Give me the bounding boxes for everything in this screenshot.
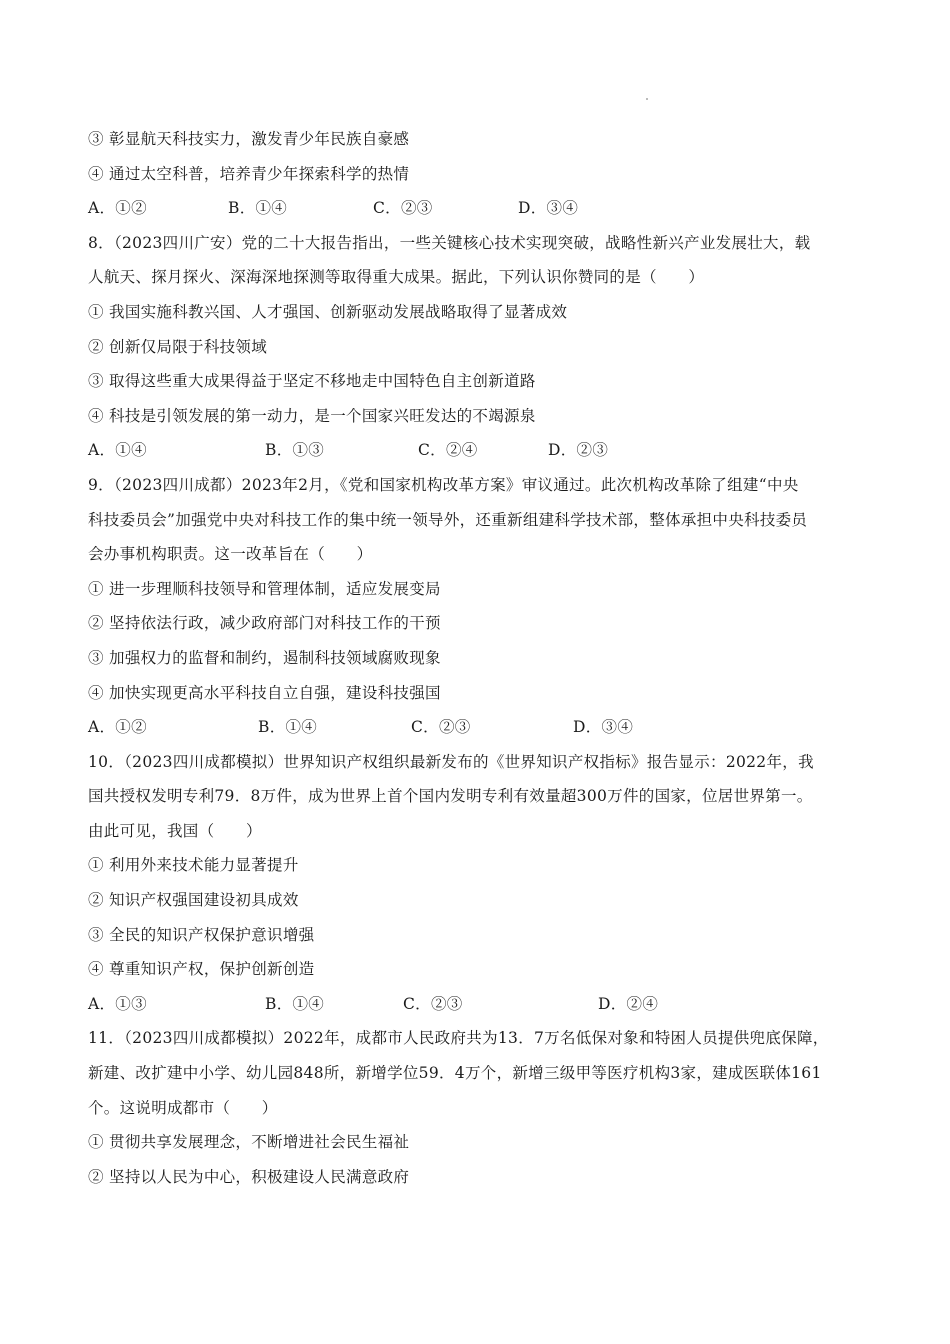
q9-item-2: ② 坚持依法行政，减少政府部门对科技工作的干预 <box>88 614 441 633</box>
q9-stem-line-1: 9．（2023四川成都）2023年2月，《党和国家机构改革方案》审议通过。此次机构改革除了组建“中央 <box>88 475 799 494</box>
q10-stem-line-1: 10．（2023四川成都模拟）世界知识产权组织最新发布的《世界知识产权指标》报告显示：2022年，我 <box>88 752 814 771</box>
q10-option-d: D．②④ <box>598 994 659 1013</box>
q7-option-c: C．②③ <box>373 199 433 218</box>
q9-option-d: D．③④ <box>573 718 634 737</box>
q10-option-b: B．①④ <box>265 994 325 1013</box>
q8-stem-line-1: 8．（2023四川广安）党的二十大报告指出，一些关键核心技术实现突破，战略性新兴产业发展壮大，载 <box>88 233 811 252</box>
q10-options <box>88 987 868 1022</box>
q10-item-3: ③ 全民的知识产权保护意识增强 <box>88 925 315 944</box>
q9-stem-line-3: 会办事机构职责。这一改革旨在（ ） <box>88 545 373 564</box>
q10-stem-line-2: 国共授权发明专利79．8万件，成为世界上首个国内发明专利有效量超300万件的国家，位居世界第一。 <box>88 787 813 806</box>
q8-option-d: D．②③ <box>548 441 609 460</box>
q10-item-2: ② 知识产权强国建设初具成效 <box>88 891 299 910</box>
q7-item-3: ③ 彰显航天科技实力，激发青少年民族自豪感 <box>88 130 410 148</box>
q11-item-2: ② 坚持以人民为中心，积极建设人民满意政府 <box>88 1167 410 1186</box>
q11-stem-line-3: 个。这说明成都市（ ） <box>88 1098 278 1117</box>
q9-item-1: ① 进一步理顺科技领导和管理体制，适应发展变局 <box>88 579 441 598</box>
q9-option-b: B．①④ <box>258 718 318 737</box>
q9-option-a: A．①② <box>88 718 147 737</box>
q7-option-b: B．①④ <box>228 199 288 218</box>
q9-option-c: C．②③ <box>411 718 471 737</box>
q10-option-a: A．①③ <box>88 994 147 1013</box>
q11-item-1: ① 贯彻共享发展理念，不断增进社会民生福祉 <box>88 1133 410 1152</box>
q9-options <box>88 710 868 745</box>
q7-option-d: D．③④ <box>518 199 579 218</box>
q11-stem-line-1: 11．（2023四川成都模拟）2022年，成都市人民政府共为13．7万名低保对象和特困人员提供兜底保障， <box>88 1029 829 1048</box>
q8-item-1: ① 我国实施科教兴国、人才强国、创新驱动发展战略取得了显著成效 <box>88 302 568 321</box>
q10-option-c: C．②③ <box>403 994 463 1013</box>
q11-stem-line-2: 新建、改扩建中小学、幼儿园848所，新增学位59．4万个，新增三级甲等医疗机构3家，建成医联体161 <box>88 1064 822 1083</box>
q10-stem-line-3: 由此可见，我国（ ） <box>88 821 262 840</box>
q8-stem-line-2: 人航天、探月探火、深海深地探测等取得重大成果。据此，下列认识你赞同的是（ ） <box>88 268 705 287</box>
q8-item-3: ③ 取得这些重大成果得益于坚定不移地走中国特色自主创新道路 <box>88 372 536 391</box>
q9-item-3: ③ 加强权力的监督和制约，遏制科技领域腐败现象 <box>88 648 441 667</box>
q7-options <box>88 191 868 226</box>
q10-item-1: ① 利用外来技术能力显著提升 <box>88 856 299 875</box>
page-mark <box>646 98 648 100</box>
q8-option-c: C．②④ <box>418 441 478 460</box>
q8-option-a: A．①④ <box>88 441 147 460</box>
q7-item-4: ④ 通过太空科普，培养青少年探索科学的热情 <box>88 164 410 183</box>
q9-item-4: ④ 加快实现更高水平科技自立自强，建设科技强国 <box>88 683 441 702</box>
q8-item-4: ④ 科技是引领发展的第一动力，是一个国家兴旺发达的不竭源泉 <box>88 406 536 425</box>
q8-option-b: B．①③ <box>265 441 325 460</box>
exam-page <box>88 122 868 1194</box>
q10-item-4: ④ 尊重知识产权，保护创新创造 <box>88 960 315 979</box>
q7-option-a: A．①② <box>88 199 147 218</box>
q9-stem-line-2: 科技委员会”加强党中央对科技工作的集中统一领导外，还重新组建科学技术部，整体承担中央科技委员 <box>88 510 808 529</box>
q8-item-2: ② 创新仅局限于科技领域 <box>88 337 268 356</box>
q8-options <box>88 433 868 468</box>
